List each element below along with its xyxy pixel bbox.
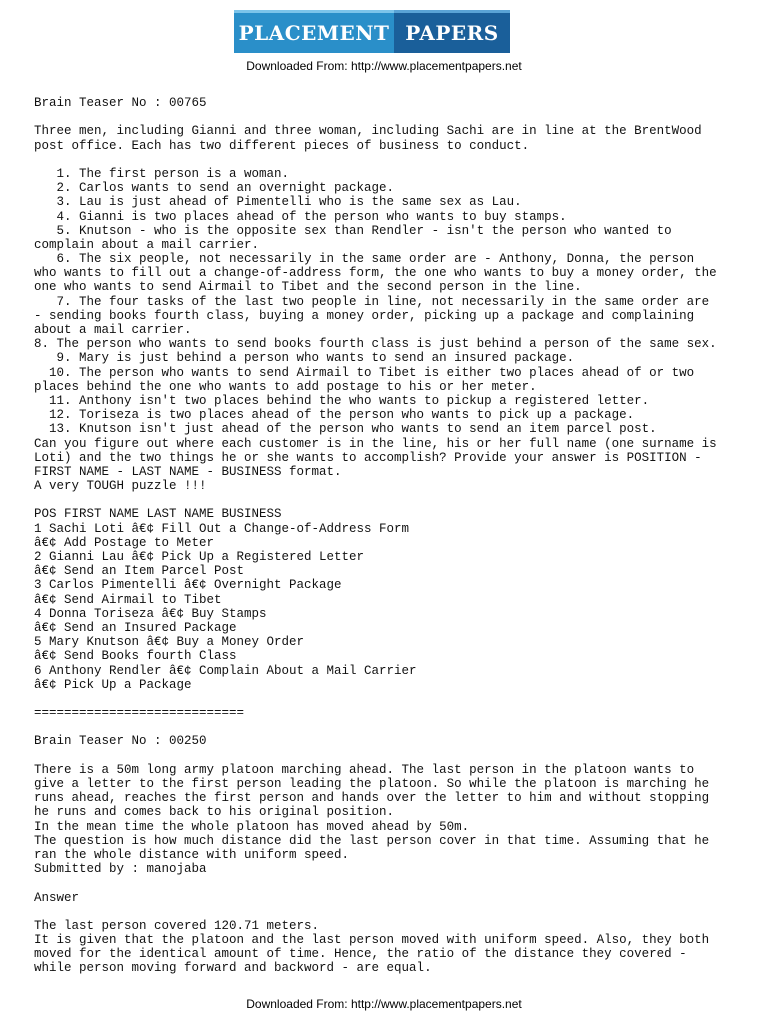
text-line: Brain Teaser No : 00250 <box>34 734 207 749</box>
document-body <box>34 96 734 976</box>
text-line: 3 Carlos Pimentelli â€¢ Overnight Package <box>34 578 342 593</box>
text-line: runs ahead, reaches the first person and hands over the letter to him and without stopping <box>34 791 710 806</box>
header-download-link[interactable]: Downloaded From: http://www.placementpapers.net <box>246 59 522 73</box>
text-line: he runs and comes back to his original position. <box>34 805 395 820</box>
text-line: â€¢ Send Airmail to Tibet <box>34 592 222 607</box>
text-line <box>34 876 734 890</box>
placement-papers-logo <box>234 10 510 53</box>
text-line: 4 Donna Toriseza â€¢ Buy Stamps <box>34 606 267 621</box>
text-line <box>34 720 734 734</box>
text-line: â€¢ Send Books fourth Class <box>34 649 237 664</box>
text-line: 2 Gianni Lau â€¢ Pick Up a Registered Letter <box>34 550 365 564</box>
text-line: Answer <box>34 890 80 905</box>
text-line: Loti) and the two things he or she wants to accomplish? Provide your answer is POSITION - <box>34 450 702 465</box>
text-line: while person moving forward and backword - are equal. <box>34 961 432 976</box>
text-line: Three men, including Gianni and three woman, including Sachi are in line at the BrentWood <box>34 124 702 139</box>
text-line: 8. The person who wants to send books fourth class is just behind a person of the same sex. <box>34 337 717 352</box>
text-line <box>34 110 734 124</box>
text-line: â€¢ Send an Item Parcel Post <box>34 564 245 579</box>
text-line: 10. The person who wants to send Airmail to Tibet is either two places ahead of or two <box>34 365 695 380</box>
text-line: 1 Sachi Loti â€¢ Fill Out a Change-of-Address Form <box>34 521 410 536</box>
text-line: post office. Each has two different pieces of business to conduct. <box>34 138 530 153</box>
text-line: Brain Teaser No : 00765 <box>34 96 207 110</box>
text-line: ============================ <box>34 706 245 721</box>
text-line: â€¢ Send an Insured Package <box>34 620 237 635</box>
text-line: 2. Carlos wants to send an overnight package. <box>34 181 395 196</box>
text-line: 13. Knutson isn't just ahead of the person who wants to send an item parcel post. <box>34 422 657 437</box>
text-line: â€¢ Pick Up a Package <box>34 677 192 692</box>
logo-left-text: PLACEMENT <box>234 10 394 53</box>
text-line: â€¢ Add Postage to Meter <box>34 535 215 550</box>
text-line: 6. The six people, not necessarily in the same order are - Anthony, Donna, the person <box>34 252 695 267</box>
text-line: There is a 50m long army platoon marching ahead. The last person in the platoon wants to <box>34 762 695 777</box>
text-line: moved for the identical amount of time. Hence, the ratio of the distance they covered - <box>34 947 687 962</box>
text-line: In the mean time the whole platoon has moved ahead by 50m. <box>34 819 470 834</box>
footer-download-link[interactable]: Downloaded From: http://www.placementpapers.net <box>246 997 522 1011</box>
text-line: give a letter to the first person leading the platoon. So while the platoon is marching he <box>34 777 710 791</box>
text-line: 5. Knutson - who is the opposite sex than Rendler - isn't the person who wanted to <box>34 223 672 238</box>
text-line: - sending books fourth class, buying a money order, picking up a package and complaining <box>34 308 695 323</box>
text-line: 4. Gianni is two places ahead of the person who wants to buy stamps. <box>34 209 567 224</box>
text-line <box>34 692 734 706</box>
text-line <box>34 493 734 507</box>
text-line: 9. Mary is just behind a person who wants to send an insured package. <box>34 351 575 366</box>
logo-right-text: PAPERS <box>394 10 510 53</box>
text-line: complain about a mail carrier. <box>34 237 260 252</box>
text-line: Can you figure out where each customer is in the line, his or her full name (one surname is <box>34 436 717 451</box>
text-line <box>34 905 734 919</box>
text-line: A very TOUGH puzzle !!! <box>34 479 207 494</box>
text-line <box>34 153 734 167</box>
text-line: 3. Lau is just ahead of Pimentelli who is the same sex as Lau. <box>34 195 522 210</box>
text-line: about a mail carrier. <box>34 323 192 337</box>
text-line: The last person covered 120.71 meters. <box>34 918 320 933</box>
text-line: It is given that the platoon and the last person moved with uniform speed. Also, they both <box>34 933 710 948</box>
text-line: 12. Toriseza is two places ahead of the person who wants to pick up a package. <box>34 408 635 423</box>
text-line: 5 Mary Knutson â€¢ Buy a Money Order <box>34 635 305 650</box>
text-line: ran the whole distance with uniform speed. <box>34 847 350 862</box>
text-line: 6 Anthony Rendler â€¢ Complain About a Mail Carrier <box>34 663 417 678</box>
text-line <box>34 749 734 763</box>
text-line: places behind the one who wants to add postage to his or her meter. <box>34 379 537 394</box>
text-line: 7. The four tasks of the last two people in line, not necessarily in the same order are <box>34 294 710 309</box>
text-line: POS FIRST NAME LAST NAME BUSINESS <box>34 507 282 522</box>
text-line: one who wants to send Airmail to Tibet and the second person in the line. <box>34 280 582 295</box>
text-line: who wants to fill out a change-of-address form, the one who wants to buy a money order, the <box>34 266 717 281</box>
text-line: 1. The first person is a woman. <box>34 166 290 181</box>
text-line: FIRST NAME - LAST NAME - BUSINESS format. <box>34 464 342 479</box>
text-line: 11. Anthony isn't two places behind the who wants to pickup a registered letter. <box>34 393 650 408</box>
text-line: The question is how much distance did the last person cover in that time. Assuming that he <box>34 833 710 848</box>
text-line: Submitted by : manojaba <box>34 862 207 877</box>
